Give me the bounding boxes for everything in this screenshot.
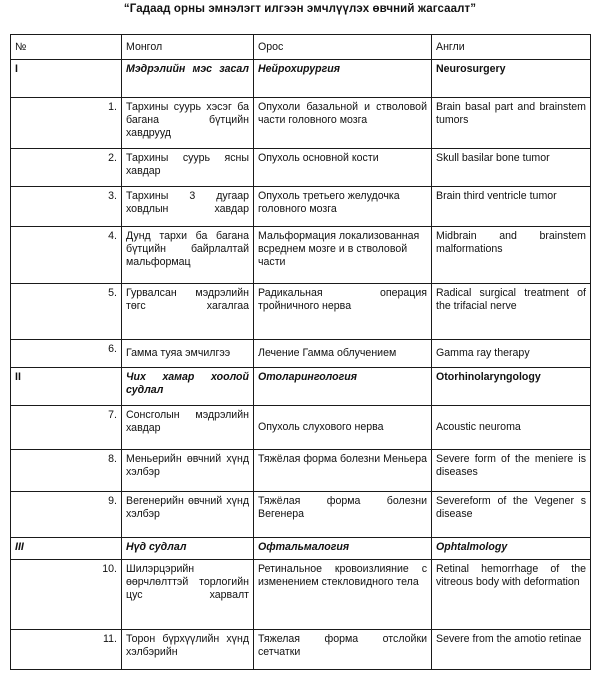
disease-list-table [10,34,591,670]
row-mongolian: Гамма туяа эмчилгээ [122,340,254,368]
row-english: Brain basal part and brainstem tumors [432,98,591,149]
row-russian: Радикальная операция тройничного нерва [254,284,432,340]
row-russian: Опухоли базальной и стволовой части головного мозга [254,98,432,149]
row-num: 9. [11,492,122,538]
section-row [11,368,591,406]
row-num: 7. [11,406,122,450]
row-english: Retinal hemorrhage of the vitreous body with deformation [432,560,591,630]
row-russian: Мальформация локализованная всреднем мозге и в стволовой части [254,227,432,284]
row-num: 8. [11,450,122,492]
row-num: 6. [11,340,122,368]
table-header-row [11,35,591,60]
row-russian: Ретинальное кровоизлияние с изменением стекловидного тела [254,560,432,630]
row-num: 1. [11,98,122,149]
table-row [11,450,591,492]
section-russian: Офтальмалогия [254,538,432,560]
section-mongolian: Чих хамар хоолой судлал [122,368,254,406]
row-mongolian: Тархины суурь хэсэг ба багана бүтцийн хавдрууд [122,98,254,149]
row-num: 2. [11,149,122,187]
table-row [11,187,591,227]
row-mongolian: Шилэрцэрийн өөрчлөлттэй торлогийн цус харвалт [122,560,254,630]
row-russian: Тяжёлая форма болезни Вегенера [254,492,432,538]
section-mongolian: Нүд судлал [122,538,254,560]
section-russian: Отоларингология [254,368,432,406]
row-english: Acoustic neuroma [432,406,591,450]
header-mongolian: Монгол [122,35,254,60]
row-english: Skull basilar bone tumor [432,149,591,187]
row-num: 5. [11,284,122,340]
row-mongolian: Торон бүрхүүлийн хүнд хэлбэрийн [122,630,254,670]
section-row [11,60,591,98]
table-row [11,560,591,630]
row-mongolian: Вегенерийн өвчний хүнд хэлбэр [122,492,254,538]
section-row [11,538,591,560]
section-num: I [11,60,122,98]
row-russian: Опухоль основной кости [254,149,432,187]
row-english: Brain third ventricle tumor [432,187,591,227]
table-row [11,149,591,187]
row-english: Severeform of the Vegener s disease [432,492,591,538]
row-num: 3. [11,187,122,227]
row-russian: Тяжёлая форма болезни Меньера [254,450,432,492]
document-title: “Гадаад орны эмнэлэгт илгээн эмчлүүлэх өвчний жагсаалт” [123,3,477,15]
section-english: Otorhinolaryngology [432,368,591,406]
row-mongolian: Гурвалсан мэдрэлийн төгс хагалгаа [122,284,254,340]
section-english: Ophtalmology [432,538,591,560]
table-row [11,492,591,538]
table-row [11,98,591,149]
table-row [11,284,591,340]
header-num: № [11,35,122,60]
row-english: Midbrain and brainstem malformations [432,227,591,284]
section-russian: Нейрохирургия [254,60,432,98]
row-english: Severe form of the meniere is diseases [432,450,591,492]
row-english: Severe from the amotio retinae [432,630,591,670]
row-russian: Тяжелая форма отслойки сетчатки [254,630,432,670]
table-row [11,406,591,450]
table-row [11,630,591,670]
table-row [11,227,591,284]
header-english: Англи [432,35,591,60]
row-num: 10. [11,560,122,630]
section-num: II [11,368,122,406]
row-num: 11. [11,630,122,670]
section-mongolian: Мэдрэлийн мэс засал [122,60,254,98]
row-mongolian: Сонсголын мэдрэлийн хавдар [122,406,254,450]
row-mongolian: Тархины 3 дугаар ховдлын хавдар [122,187,254,227]
header-russian: Орос [254,35,432,60]
section-english: Neurosurgery [432,60,591,98]
row-russian: Опухоль слухового нерва [254,406,432,450]
row-russian: Лечение Гамма облучением [254,340,432,368]
row-mongolian: Тархины суурь ясны хавдар [122,149,254,187]
table-row [11,340,591,368]
row-english: Gamma ray therapy [432,340,591,368]
row-english: Radical surgical treatment of the trifacial nerve [432,284,591,340]
row-mongolian: Меньерийн өвчний хүнд хэлбэр [122,450,254,492]
section-num: III [11,538,122,560]
row-mongolian: Дунд тархи ба багана бүтцийн байрлалтай мальформац [122,227,254,284]
row-num: 4. [11,227,122,284]
row-russian: Опухоль третьего желудочка головного мозга [254,187,432,227]
